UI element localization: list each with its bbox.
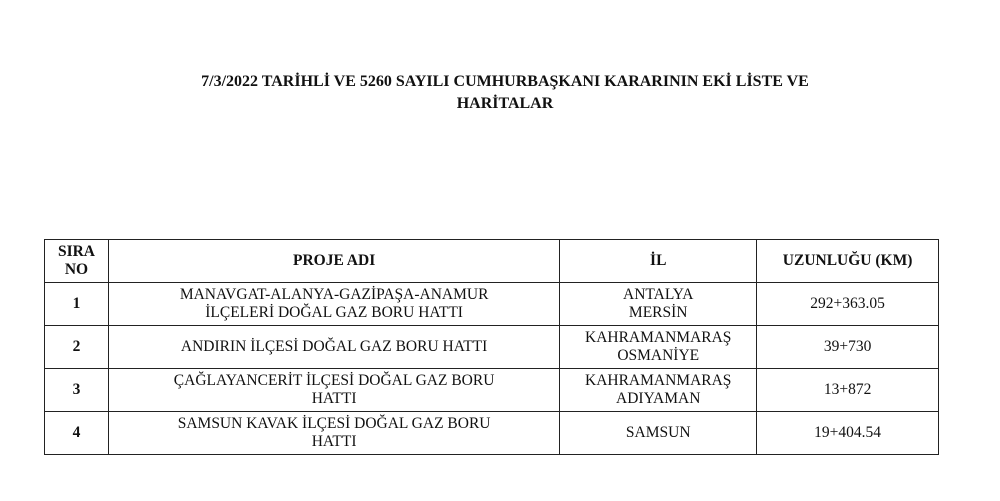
row-number: 3 bbox=[45, 369, 109, 412]
header-no bbox=[45, 240, 109, 283]
table-row bbox=[45, 412, 939, 455]
length-km: 13+872 bbox=[757, 369, 939, 412]
province-line: ADIYAMAN bbox=[616, 390, 701, 407]
title-line: 7/3/2022 TARİHLİ VE 5260 SAYILI CUMHURBAŞKANI KARARININ EKİ LİSTE VE bbox=[201, 73, 809, 90]
length-km: 292+363.05 bbox=[757, 283, 939, 326]
header-no-line: SIRA bbox=[57, 243, 95, 260]
project-name bbox=[108, 326, 559, 369]
province bbox=[560, 412, 757, 455]
row-number: 4 bbox=[45, 412, 109, 455]
project-name-line: SAMSUN KAVAK İLÇESİ DOĞAL GAZ BORU bbox=[177, 415, 491, 432]
header-no-line: NO bbox=[64, 261, 89, 278]
table-row bbox=[45, 369, 939, 412]
project-name-line: HATTI bbox=[311, 390, 357, 407]
province-line: OSMANİYE bbox=[617, 347, 700, 364]
row-number: 1 bbox=[45, 283, 109, 326]
project-name-line: ÇAĞLAYANCERİT İLÇESİ DOĞAL GAZ BORU bbox=[173, 372, 495, 389]
project-name bbox=[108, 369, 559, 412]
project-table bbox=[44, 239, 939, 455]
project-name-line: MANAVGAT-ALANYA-GAZİPAŞA-ANAMUR bbox=[179, 286, 489, 303]
row-number: 2 bbox=[45, 326, 109, 369]
table-header-row bbox=[45, 240, 939, 283]
province-line: MERSİN bbox=[628, 304, 688, 321]
header-length: UZUNLUĞU (KM) bbox=[757, 240, 939, 283]
table-row bbox=[45, 283, 939, 326]
project-name-line: ANDIRIN İLÇESİ DOĞAL GAZ BORU HATTI bbox=[180, 338, 488, 355]
length-km: 19+404.54 bbox=[757, 412, 939, 455]
province-line: SAMSUN bbox=[625, 424, 691, 441]
province bbox=[560, 283, 757, 326]
province-line: ANTALYA bbox=[623, 286, 694, 303]
project-name bbox=[108, 412, 559, 455]
province-line: KAHRAMANMARAŞ bbox=[585, 329, 732, 346]
length-km: 39+730 bbox=[757, 326, 939, 369]
province bbox=[560, 369, 757, 412]
project-name bbox=[108, 283, 559, 326]
header-project: PROJE ADI bbox=[108, 240, 559, 283]
title-line: HARİTALAR bbox=[456, 95, 554, 112]
table-row bbox=[45, 326, 939, 369]
province-line: KAHRAMANMARAŞ bbox=[585, 372, 732, 389]
province bbox=[560, 326, 757, 369]
project-name-line: HATTI bbox=[311, 433, 357, 450]
project-name-line: İLÇELERİ DOĞAL GAZ BORU HATTI bbox=[205, 304, 463, 321]
header-province: İL bbox=[560, 240, 757, 283]
document-title bbox=[0, 71, 1000, 115]
